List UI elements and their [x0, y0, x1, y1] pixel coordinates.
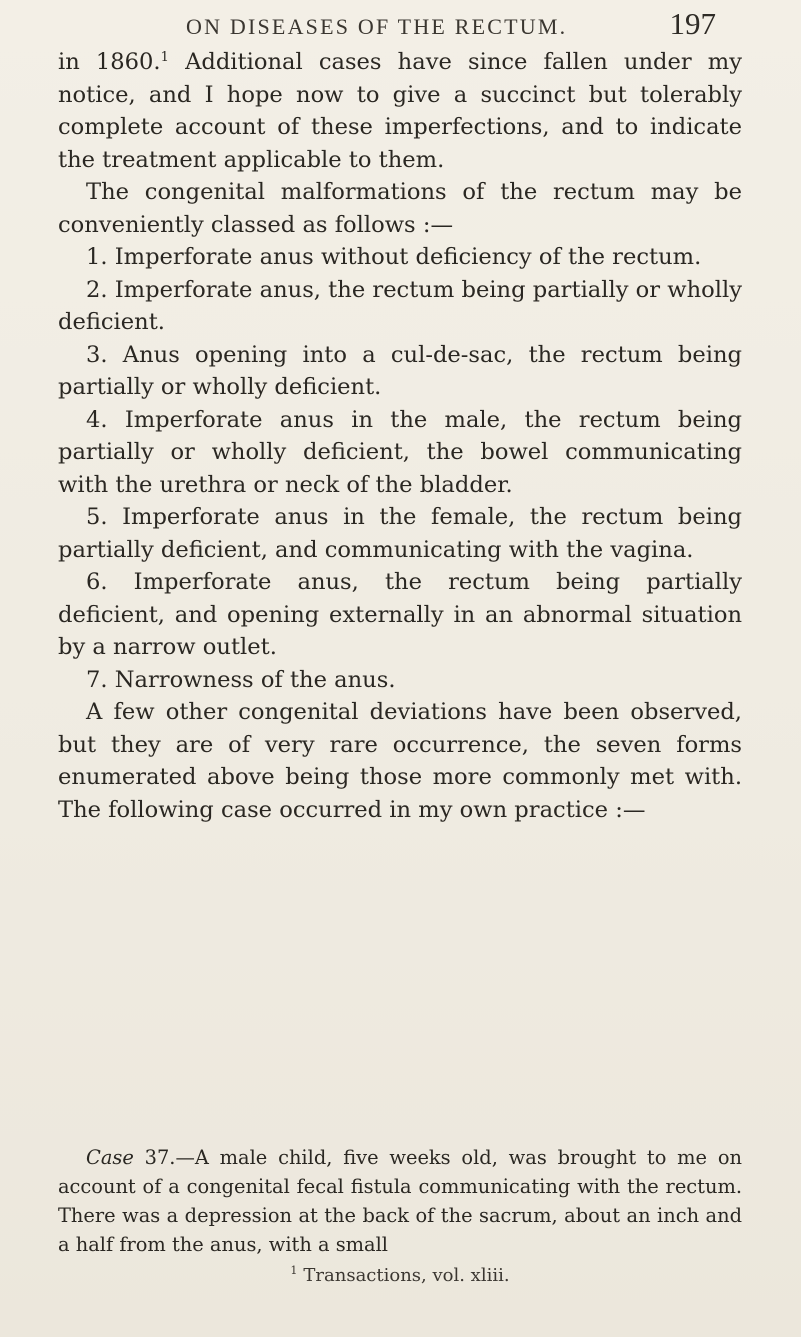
body-text: [58, 46, 742, 826]
case-number: 37.: [133, 1146, 176, 1169]
case-label: Case: [86, 1146, 134, 1169]
page-number: 197: [669, 6, 716, 41]
classification-paragraph: The congenital malformations of the rectum may be conveniently classed as follows :—: [58, 179, 742, 238]
case-text: —A male child, five weeks old, was brought to me on account of a congenital fecal fistula communicating with the rectum. There was a depression at the back of the sacrum, about an inch and a half from the anus, with a small: [58, 1146, 742, 1256]
list-item: 6. Imperforate anus, the rectum being partially deficient, and opening externally in an abnormal situation by a narrow outlet.: [58, 569, 742, 660]
list-item: 5. Imperforate anus in the female, the rectum being partially deficient, and communicating with the vagina.: [58, 504, 742, 563]
intro-paragraph: [58, 46, 742, 176]
intro-start: in 1860.: [58, 49, 161, 75]
list-item: 3. Anus opening into a cul-de-sac, the rectum being partially or wholly deficient.: [58, 341, 742, 400]
list-item: 4. Imperforate anus in the male, the rectum being partially or wholly deficient, the bowel communicating with the urethra or neck of the bladder.: [58, 406, 742, 498]
intro-rest: Additional cases have since fallen under my notice, and I hope now to give a succinct but tolerably complete account of these imperfections, and to indicate the treatment applicable to them.: [58, 49, 742, 173]
list-item: 1. Imperforate anus without deficiency of the rectum.: [86, 244, 702, 270]
case-report: [58, 1143, 742, 1259]
footnote-text: Transactions, vol. xliii.: [303, 1265, 510, 1286]
footnote-reference: 1: [160, 50, 169, 65]
list-item: 7. Narrowness of the anus.: [86, 666, 396, 693]
running-head: ON DISEASES OF THE RECTUM.: [186, 14, 568, 39]
page-header: [186, 2, 716, 44]
closing-paragraph: A few other congenital deviations have been observed, but they are of very rare occurrence, the seven forms enumerated above being those more commonly met with. The following case occurred in my own practice :—: [58, 699, 742, 823]
list-item: 2. Imperforate anus, the rectum being partially or wholly deficient.: [58, 276, 742, 335]
footnote-marker: 1: [290, 1264, 298, 1277]
footnote: [58, 1265, 742, 1286]
